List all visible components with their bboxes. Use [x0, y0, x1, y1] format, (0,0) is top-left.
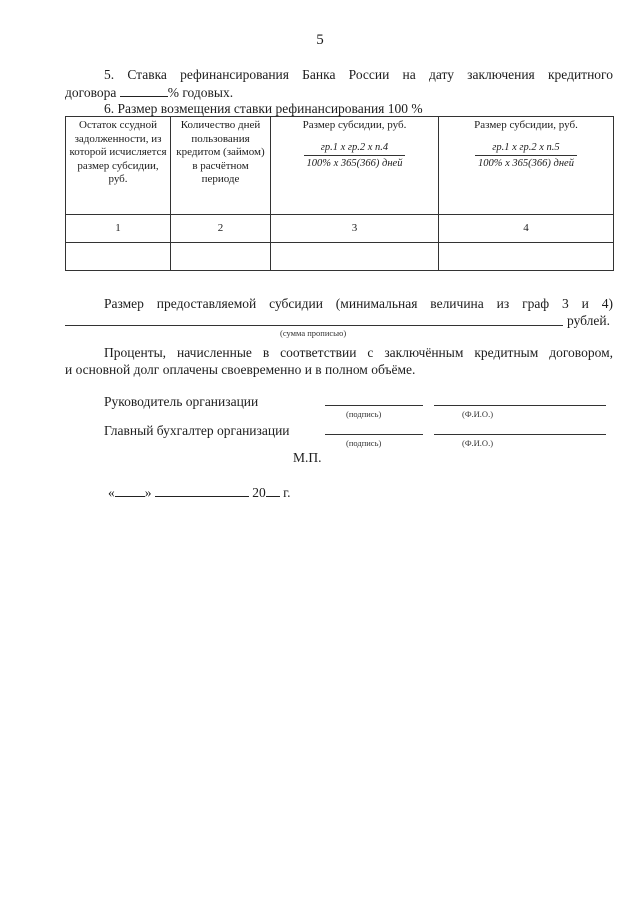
header-col-4-title: Размер субсидии, руб.	[474, 119, 578, 131]
subsidy-amount-caption: (сумма прописью)	[280, 328, 347, 338]
interest-line1: Проценты, начисленные в соответствии с заключённым кредитным договором,	[104, 345, 613, 360]
subsidy-rubles-suffix: рублей.	[567, 313, 611, 328]
date-open-quote: «	[108, 485, 115, 500]
column-number-3: 3	[271, 215, 439, 243]
accountant-signature-caption: (подпись)	[346, 438, 382, 448]
date-line	[108, 484, 291, 501]
date-month-blank[interactable]	[155, 484, 249, 497]
column-number-1: 1	[66, 215, 171, 243]
item5-line1: 5. Ставка рефинансирования Банка России на дату заключения кредитного	[104, 67, 613, 82]
director-name-line[interactable]	[434, 405, 606, 406]
data-cell-3[interactable]	[271, 243, 439, 271]
item5-contract-label: договора	[65, 85, 117, 100]
data-cell-1[interactable]	[66, 243, 171, 271]
director-label: Руководитель организации	[104, 394, 259, 409]
director-signature-caption: (подпись)	[346, 409, 382, 419]
subsidy-table	[65, 116, 614, 271]
subsidy-line1: Размер предоставляемой субсидии (минимальная величина из граф 3 и 4)	[104, 296, 613, 311]
rate-blank[interactable]	[120, 84, 168, 97]
item5-line2	[65, 84, 613, 101]
accountant-name-line[interactable]	[434, 434, 606, 435]
subsidy-amount-line[interactable]	[65, 325, 563, 326]
formula-col-3-denominator: 100% х 365(366) дней	[306, 158, 403, 169]
data-cell-4[interactable]	[439, 243, 614, 271]
date-year-prefix: 20	[252, 485, 266, 500]
column-number-4: 4	[439, 215, 614, 243]
director-signature-line[interactable]	[325, 405, 423, 406]
accountant-signature-line[interactable]	[325, 434, 423, 435]
formula-col-3	[304, 141, 406, 171]
table-header-row	[66, 117, 614, 215]
accountant-name-caption: (Ф.И.О.)	[462, 438, 494, 448]
header-col-2: Количество дней пользования кредитом (займом) в расчётном периоде	[171, 117, 271, 215]
formula-col-4-denominator: 100% х 365(366) дней	[478, 158, 574, 169]
table-number-row	[66, 215, 614, 243]
header-col-3	[271, 117, 439, 215]
item6-heading: 6. Размер возмещения ставки рефинансирования 100 %	[104, 101, 423, 116]
header-col-3-title: Размер субсидии, руб.	[302, 119, 407, 131]
page-number: 5	[316, 32, 324, 48]
interest-line2: и основной долг оплачены своевременно и в полном объёме.	[65, 362, 416, 377]
date-day-blank[interactable]	[115, 484, 145, 497]
header-col-1: Остаток ссудной задолженности, из которой исчисляется размер субсидии, руб.	[66, 117, 171, 215]
formula-col-4-numerator: гр.1 х гр.2 х п.5	[475, 141, 577, 157]
date-year-blank[interactable]	[266, 484, 280, 497]
header-col-4	[439, 117, 614, 215]
item5-percent-suffix: % годовых.	[167, 85, 234, 100]
data-cell-2[interactable]	[171, 243, 271, 271]
director-name-caption: (Ф.И.О.)	[462, 409, 494, 419]
accountant-label: Главный бухгалтер организации	[104, 423, 290, 438]
date-close-quote: »	[144, 485, 152, 500]
column-number-2: 2	[171, 215, 271, 243]
formula-col-4	[475, 141, 577, 171]
date-year-suffix: г.	[283, 485, 291, 500]
table-data-row	[66, 243, 614, 271]
stamp-placeholder: М.П.	[293, 450, 322, 465]
formula-col-3-numerator: гр.1 х гр.2 х п.4	[304, 141, 406, 157]
